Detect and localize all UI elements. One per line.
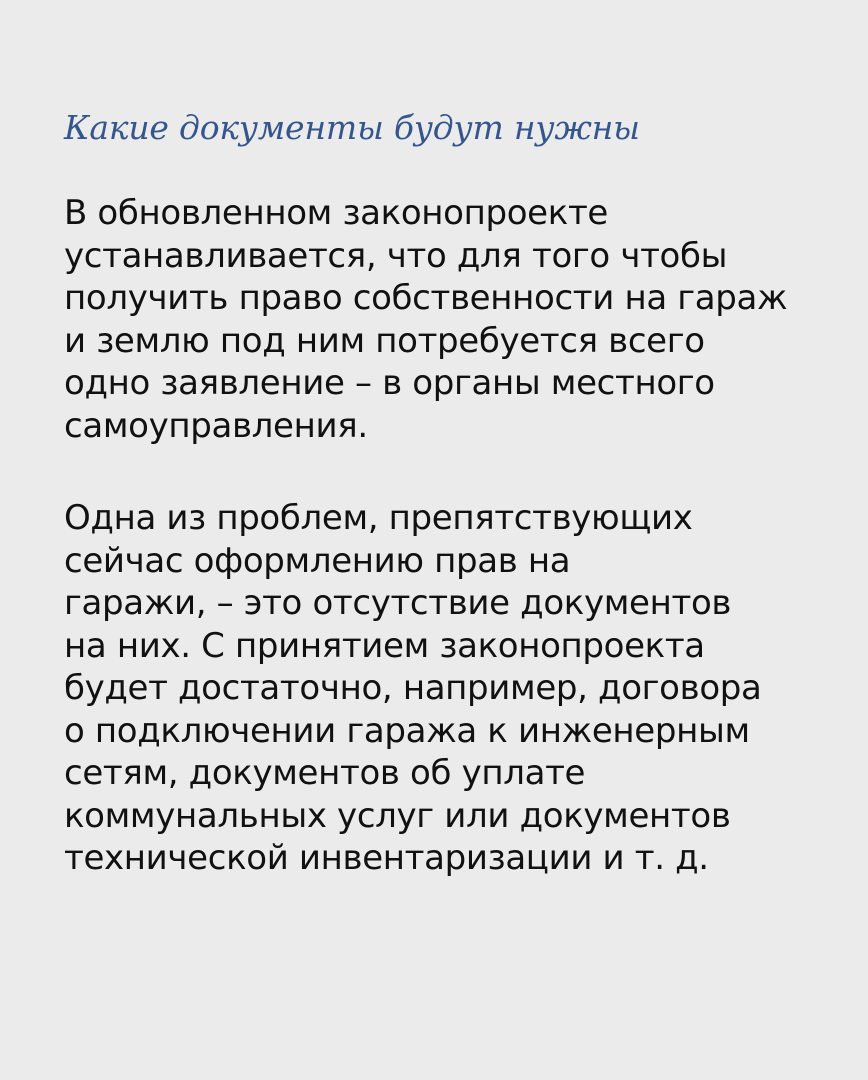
paragraph-line: на них. С принятием законопроекта bbox=[64, 625, 705, 666]
page-title: Какие документы будут нужны bbox=[64, 108, 640, 147]
paragraph-line: технической инвентаризации и т. д. bbox=[64, 838, 709, 878]
paragraph-line: В обновленном законопроекте bbox=[64, 193, 608, 233]
paragraph-documents-problem bbox=[64, 497, 844, 880]
paragraph-line: Одна из проблем, препятствующих bbox=[64, 498, 693, 538]
paragraph-line: и землю под ним потребуется всего bbox=[64, 320, 705, 361]
paragraph-line: гаражи, – это отсутствие документов bbox=[64, 583, 732, 623]
paragraph-line: о подключении гаража к инженерным bbox=[64, 710, 750, 751]
paragraph-line: устанавливается, что для того чтобы bbox=[64, 235, 728, 276]
paragraph-line: сейчас оформлению прав на bbox=[64, 540, 571, 581]
paragraph-line: сетям, документов об уплате bbox=[64, 753, 586, 793]
paragraph-line: коммунальных услуг или документов bbox=[64, 795, 731, 836]
paragraph-line: будет достаточно, например, договора bbox=[64, 668, 762, 708]
paragraph-single-application bbox=[64, 192, 844, 447]
paragraph-line: одно заявление – в органы местного bbox=[64, 363, 715, 403]
paragraph-line: самоуправления. bbox=[64, 405, 368, 446]
paragraph-line: получить право собственности на гараж bbox=[64, 278, 788, 318]
